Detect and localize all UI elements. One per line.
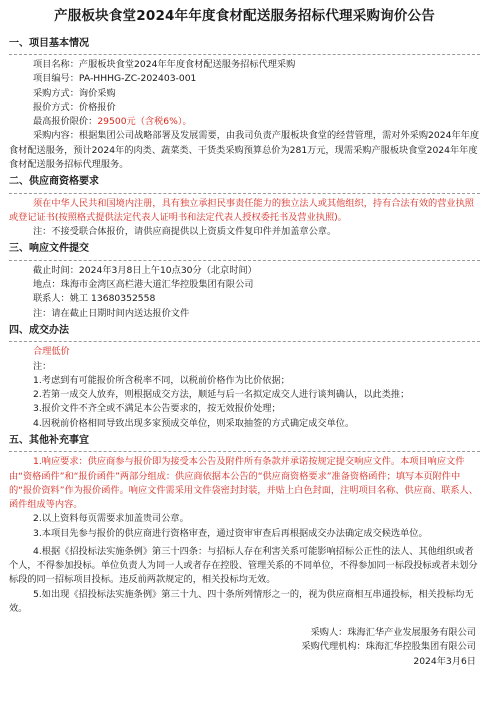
supplementary-item-4: 4.根据《招投标法实施条例》第三十四条：与招标人存在利害关系可能影响招标公正性的法人、其他组织或者个人，不得参加投标。单位负责人为同一人或者存在控股、管理关系的不同单位，不得参加同一标段投标或者未划分标段的同一招标项目投标。违反前两款规定的，相关投标均无效。 — [9, 545, 478, 586]
section-divider — [9, 54, 480, 55]
supplementary-item-5: 5.如出现《招投标法实施条例》第三十九、四十条所列情形之一的，视为供应商相互串通投标，相关投标均无效。 — [9, 588, 474, 614]
procurement-content: 采购内容：根据集团公司战略部署及发展需要，由我司负责产服板块食堂的经营管理，需对外采购2024年年度食材配送服务，预计2024年的肉类、蔬菜类、干货类采购预算总价为281万元，现需采购产服板块食堂2024年年度食材配送服务招标代理服务。 — [9, 130, 480, 170]
procurement-method: 采购方式：询价采购 — [33, 87, 116, 99]
supplementary-item-2: 2.以上资料每页需要求加盖贵司公章。 — [33, 513, 189, 525]
contact-person: 联系人：姚工 13680352558 — [33, 293, 156, 305]
section-divider — [9, 193, 480, 194]
project-name: 项目名称：产服板块食堂2024年年度食材配送服务招标代理采购 — [33, 59, 296, 71]
page-title: 产服板块食堂2024年年度食材配送服务招标代理采购询价公告 — [54, 8, 435, 24]
signature-buyer: 采购人：珠海汇华产业发展服务有限公司 — [310, 627, 476, 639]
section-divider — [9, 341, 480, 342]
submission-address: 地点：珠海市金湾区高栏港大道汇华控股集团有限公司 — [33, 279, 254, 291]
section-5-heading: 五、其他补充事宜 — [9, 434, 89, 446]
project-code: 项目编号：PA-HHHG-ZC-202403-001 — [33, 73, 197, 85]
supplier-note: 注：不接受联合体报价，请供应商提供以上资质文件复印件并加盖章公章。 — [33, 226, 337, 238]
section-4-heading: 四、成交办法 — [9, 324, 69, 336]
section-divider — [9, 260, 480, 261]
section-3-heading: 三、响应文件提交 — [9, 243, 89, 255]
signature-agent: 采购代理机构：珠海汇华控股集团有限公司 — [301, 641, 476, 653]
signature-date: 2024年3月6日 — [413, 655, 476, 667]
spacer — [9, 616, 480, 626]
supplier-requirement: 须在中华人民共和国境内注册，具有独立承担民事责任能力的独立法人或其他组织，持有合法有效的营业执照或登记证书(按照格式提供法定代表人证明书和法定代表人授权委托书及营业执照)。 — [9, 197, 474, 223]
supplementary-item-3: 3.本项目先参与报价的供应商进行资格审查，通过资审审查后再根据成交办法确定成交候选单位。 — [33, 527, 428, 539]
award-note-label: 注： — [33, 360, 52, 372]
section-1-heading: 一、项目基本情况 — [9, 37, 89, 49]
award-rule: 3.报价文件不齐全或不满足本公告要求的，按无效报价处理； — [33, 403, 281, 415]
max-price-value: 29500元（含税6%）。 — [97, 116, 192, 128]
quote-method: 报价方式：价格报价 — [33, 101, 116, 113]
submission-deadline: 截止时间：2024年3月8日上午10点30分（北京时间） — [33, 264, 257, 276]
award-rule: 2.若第一成交人放弃，则根据成交方法，顺延与后一名拟定成交人进行谈判确认，以此类推； — [33, 389, 410, 401]
award-method: 合理低价 — [33, 346, 70, 358]
max-price-label: 最高报价限价： — [33, 116, 98, 128]
max-price-line — [9, 115, 480, 129]
award-rule: 4.因税前价格相同导致出现多家预成交单位，则采取抽签的方式确定成交单位。 — [33, 417, 355, 429]
submission-note: 注：请在截止日期时间内送达报价文件 — [33, 307, 190, 319]
award-rule: 1.考虑到有可能报价所含税率不同，以税前价格作为比价依据； — [33, 374, 290, 386]
section-2-heading: 二、供应商资格要求 — [9, 176, 99, 188]
supplementary-item-1: 1.响应要求：供应商参与报价即为接受本公告及附件所有条款并承诺按规定提交响应文件。本项目响应文件由“资格函件”和“报价函件”两部分组成：供应商依据本公告的“供应商资格要求”准备资格函件；填写本页附件中的“报价资料”作为报价函件。响应文件需采用文件袋密封封装，并贴上白色封面，注明项目名称、供应商、联系人、函件组成等内容。 — [9, 456, 478, 511]
section-divider — [9, 451, 480, 452]
